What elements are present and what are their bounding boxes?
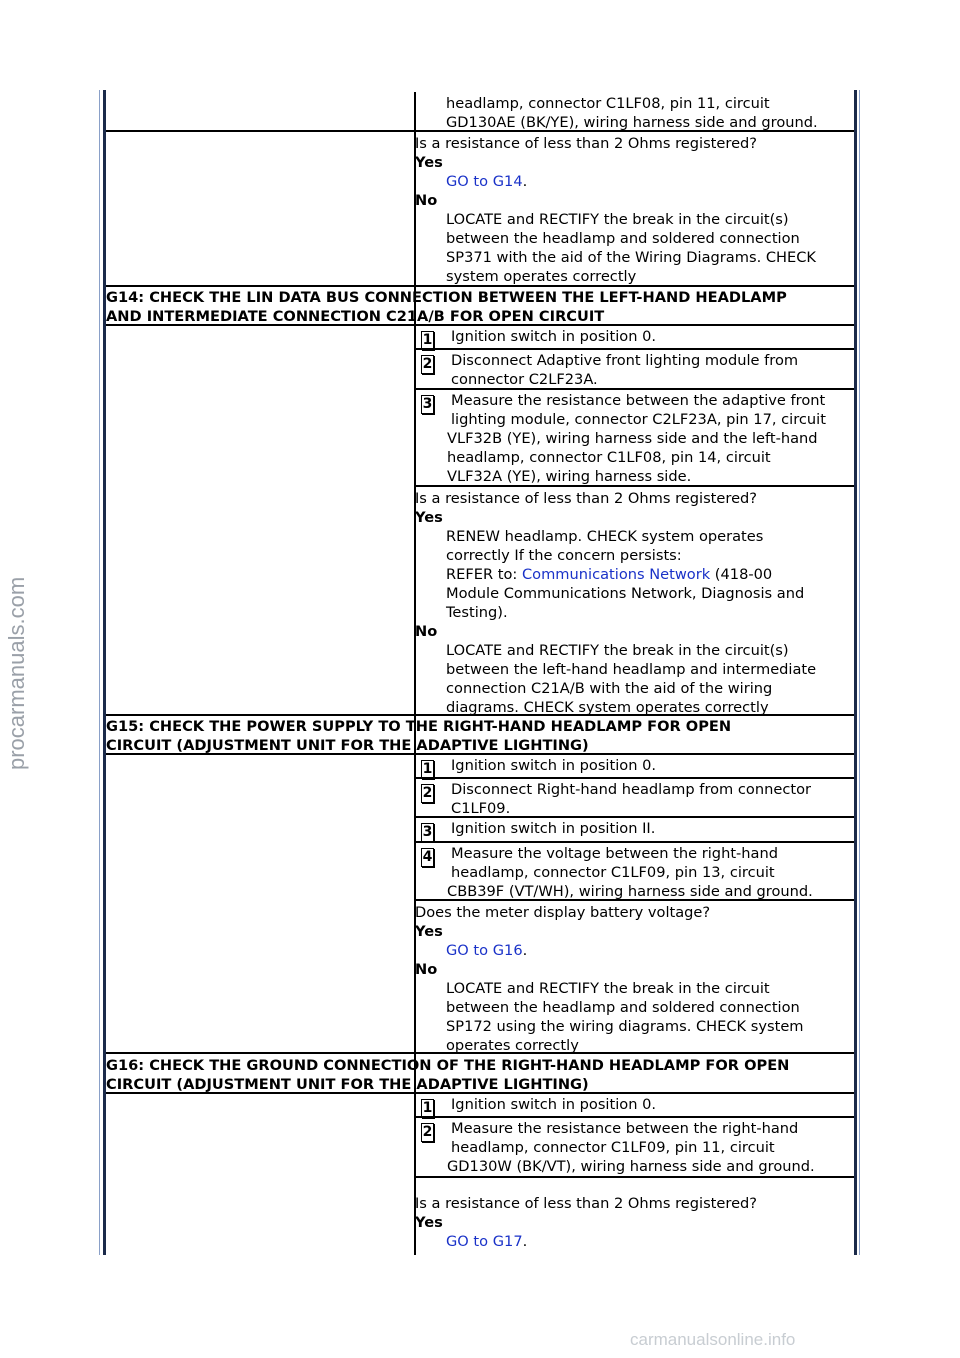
text-line: RENEW headlamp. CHECK system operates	[446, 528, 764, 545]
question-text: Is a resistance of less than 2 Ohms registered?	[415, 1195, 758, 1212]
text: .	[522, 942, 528, 959]
step-number: 2	[422, 356, 433, 372]
text-line: Disconnect Right-hand headlamp from connector	[451, 781, 812, 798]
text: .	[522, 173, 528, 190]
heading-line: G16: CHECK THE GROUND CONNECTION OF THE RIGHT-HAND HEADLAMP FOR OPEN	[106, 1057, 790, 1074]
text-line: VLF32A (YE), wiring harness side.	[447, 468, 692, 485]
footer-watermark: carmanualsonline.info	[630, 1330, 796, 1349]
rule	[415, 1116, 854, 1118]
text-line: headlamp, connector C1LF09, pin 13, circuit	[451, 864, 775, 881]
step-item	[415, 391, 854, 485]
text-line: Disconnect Adaptive front lighting module from	[451, 352, 799, 369]
result-block-g15	[415, 903, 854, 1055]
text-line: GD130W (BK/VT), wiring harness side and ground.	[447, 1158, 815, 1175]
yes-label: Yes	[415, 509, 443, 526]
text-line: correctly If the concern persists:	[446, 547, 682, 564]
text-line: C1LF09.	[451, 800, 511, 817]
step-item	[415, 1119, 854, 1176]
frame-right-outer	[859, 90, 860, 1255]
frame-right-bar	[854, 90, 857, 1255]
text-line: between the left-hand headlamp and intermediate	[446, 661, 817, 678]
step-text: Ignition switch in position 0.	[451, 757, 657, 774]
step-number: 3	[422, 396, 433, 412]
text-line: connection C21A/B with the aid of the wiring	[446, 680, 773, 697]
text-line: headlamp, connector C1LF08, pin 11, circuit	[446, 95, 770, 112]
text-line: between the headlamp and soldered connection	[446, 230, 800, 247]
step-text	[451, 780, 852, 818]
rule	[415, 777, 854, 779]
no-label: No	[415, 961, 438, 978]
rule	[415, 1176, 854, 1178]
step-number: 1	[422, 761, 433, 777]
continuation-text	[446, 94, 854, 132]
yes-label: Yes	[415, 923, 443, 940]
text-line: Measure the resistance between the right-hand	[451, 1120, 799, 1137]
text-line: operates correctly	[446, 1037, 579, 1054]
yes-label: Yes	[415, 154, 443, 171]
text-line: Measure the voltage between the right-hand	[451, 845, 779, 862]
heading-line: CIRCUIT (ADJUSTMENT UNIT FOR THE ADAPTIVE LIGHTING)	[106, 737, 589, 754]
section-heading-g14	[106, 288, 854, 326]
step-number: 4	[422, 849, 433, 865]
step-number: 2	[422, 785, 433, 801]
heading-line: G15: CHECK THE POWER SUPPLY TO THE RIGHT-HAND HEADLAMP FOR OPEN	[106, 718, 732, 735]
side-watermark: procarmanuals.com	[4, 576, 29, 770]
step-text	[447, 1119, 852, 1176]
no-label: No	[415, 623, 438, 640]
result-block-g13	[415, 134, 854, 286]
text-line: between the headlamp and soldered connection	[446, 999, 800, 1016]
step-item	[415, 351, 854, 388]
question-text: Is a resistance of less than 2 Ohms registered?	[415, 135, 758, 152]
step-text: Ignition switch in position II.	[451, 820, 656, 837]
step-number: 2	[422, 1124, 433, 1140]
step-text: Ignition switch in position 0.	[451, 1096, 657, 1113]
section-heading-g15	[106, 717, 854, 755]
text-line: Module Communications Network, Diagnosis and	[446, 585, 805, 602]
question-text: Does the meter display battery voltage?	[415, 904, 711, 921]
rule	[415, 348, 854, 350]
text-line: Testing).	[446, 604, 508, 621]
text-line: SP371 with the aid of the Wiring Diagrams. CHECK	[446, 249, 816, 266]
text-line: SP172 using the wiring diagrams. CHECK system	[446, 1018, 804, 1035]
goto-g17-link[interactable]: GO to G17	[446, 1233, 523, 1250]
text-line: headlamp, connector C1LF08, pin 14, circuit	[447, 449, 771, 466]
heading-line: AND INTERMEDIATE CONNECTION C21A/B FOR OPEN CIRCUIT	[106, 308, 605, 325]
text-line: connector C2LF23A.	[451, 371, 598, 388]
step-number: 1	[422, 332, 433, 348]
text-line: diagrams. CHECK system operates correctly	[446, 699, 769, 716]
heading-line: G14: CHECK THE LIN DATA BUS CONNECTION BETWEEN THE LEFT-HAND HEADLAMP	[106, 289, 787, 306]
text-line: LOCATE and RECTIFY the break in the circuit	[446, 980, 770, 997]
section-heading-g16	[106, 1056, 854, 1094]
text: (418-00	[710, 566, 773, 583]
step-item	[415, 756, 854, 777]
step-text	[451, 351, 852, 389]
text: REFER to:	[446, 566, 522, 583]
step-number: 1	[422, 1100, 433, 1116]
step-item	[415, 819, 854, 841]
step-text	[447, 391, 852, 486]
frame-left-outer	[99, 90, 100, 1255]
communications-network-link[interactable]: Communications Network	[521, 566, 711, 583]
yes-label: Yes	[415, 1214, 443, 1231]
question-text: Is a resistance of less than 2 Ohms registered?	[415, 490, 758, 507]
text-line: CBB39F (VT/WH), wiring harness side and ground.	[447, 883, 813, 900]
step-item	[415, 780, 854, 816]
text-line: LOCATE and RECTIFY the break in the circuit(s)	[446, 211, 789, 228]
step-text	[447, 844, 852, 901]
text-line: GD130AE (BK/YE), wiring harness side and ground.	[446, 114, 818, 131]
heading-line: CIRCUIT (ADJUSTMENT UNIT FOR THE ADAPTIVE LIGHTING)	[106, 1076, 589, 1093]
text-line: lighting module, connector C2LF23A, pin 17, circuit	[451, 411, 826, 428]
goto-g16-link[interactable]: GO to G16	[446, 942, 523, 959]
text-line: system operates correctly	[446, 268, 637, 285]
text-line: LOCATE and RECTIFY the break in the circuit(s)	[446, 642, 789, 659]
step-item	[415, 1095, 854, 1116]
step-item	[415, 844, 854, 899]
text: .	[522, 1233, 528, 1250]
text-line: Measure the resistance between the adaptive front	[451, 392, 826, 409]
text-line: VLF32B (YE), wiring harness side and the left-hand	[447, 430, 818, 447]
no-label: No	[415, 192, 438, 209]
text-line: headlamp, connector C1LF09, pin 11, circuit	[451, 1139, 775, 1156]
step-number: 3	[422, 824, 433, 840]
result-block-g16	[415, 1194, 854, 1251]
rule	[415, 841, 854, 843]
step-item	[415, 327, 854, 348]
result-block-g14	[415, 489, 854, 717]
goto-g14-link[interactable]: GO to G14	[446, 173, 523, 190]
step-text: Ignition switch in position 0.	[451, 328, 657, 345]
